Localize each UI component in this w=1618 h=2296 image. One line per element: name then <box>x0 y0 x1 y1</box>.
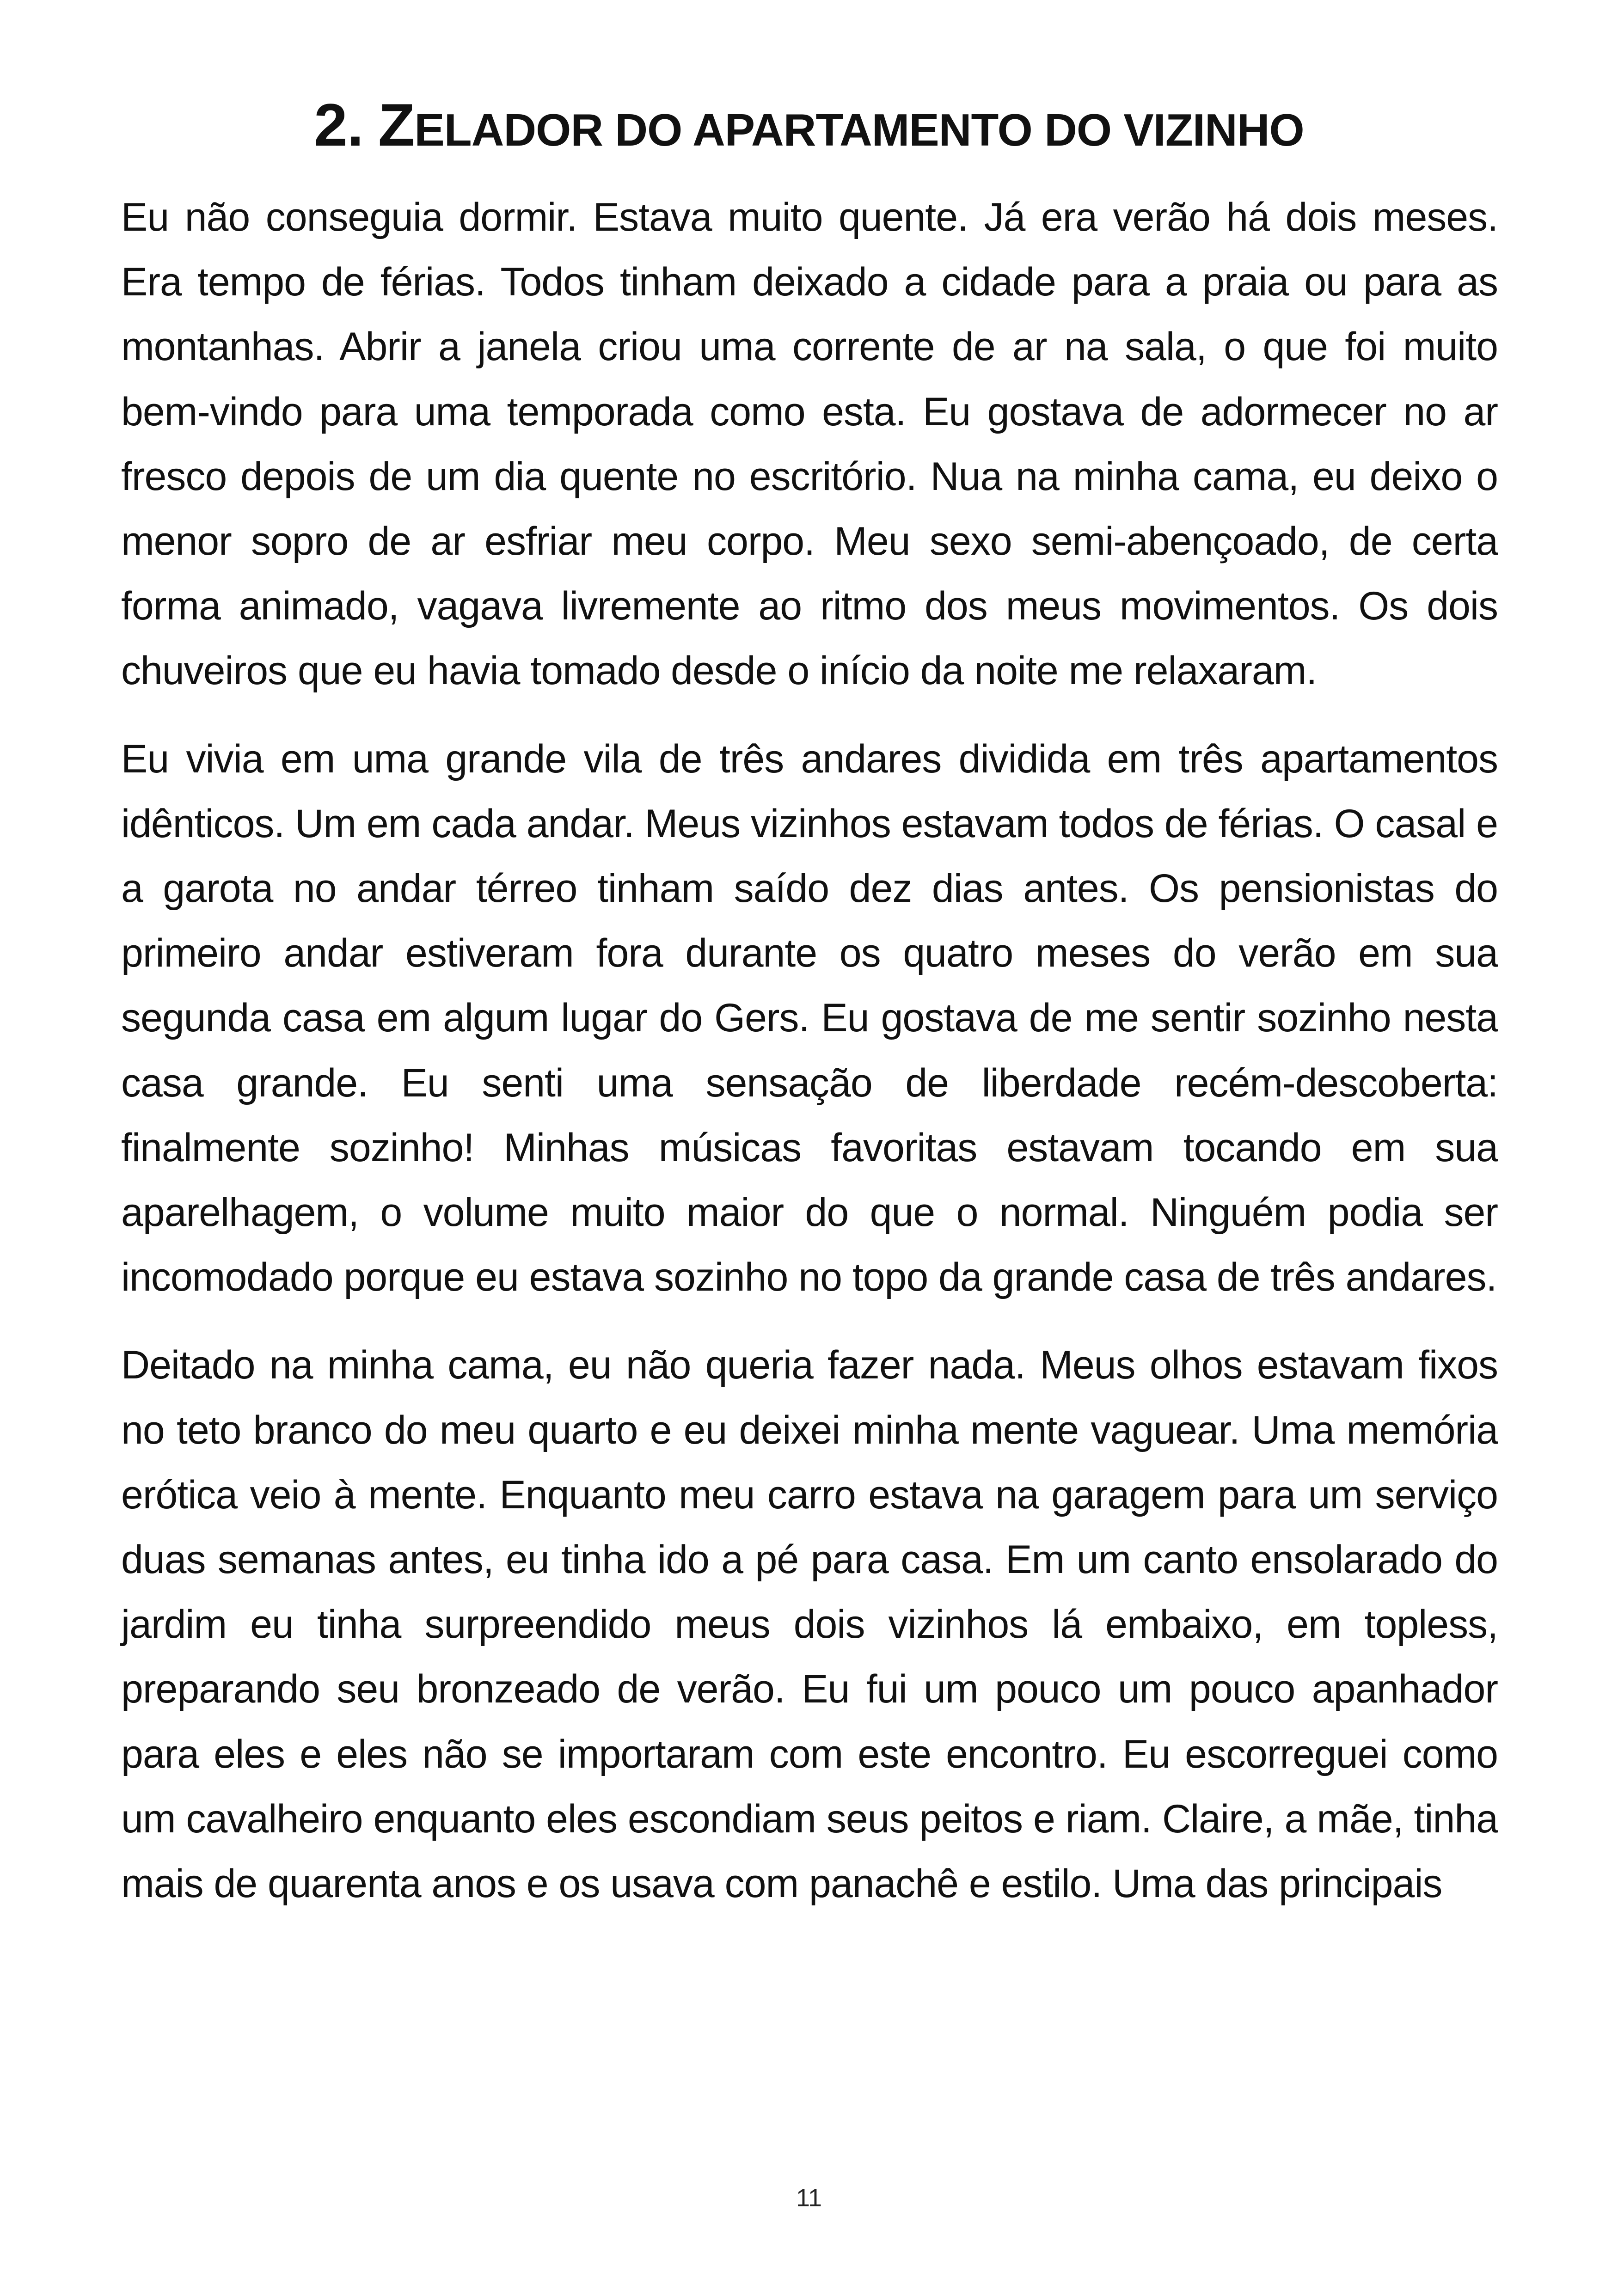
paragraph-1: Eu não conseguia dormir. Estava muito quente. Já era verão há dois meses. Era tempo de férias. Todos tinham deixado a cidade para a praia ou para as montanhas. Abrir a janela criou uma corrente de ar na sala, o que foi muito bem-vindo para uma temporada como esta. Eu gostava de adormecer no ar fresco depois de um dia quente no escritório. Nua na minha cama, eu deixo o menor sopro de ar esfriar meu corpo. Meu sexo semi-abençoado, de certa forma animado, vagava livremente ao ritmo dos meus movimentos. Os dois chuveiros que eu havia tomado desde o início da noite me relaxaram. <box>121 195 1498 693</box>
chapter-body <box>121 185 1498 1939</box>
paragraph-3: Deitado na minha cama, eu não queria fazer nada. Meus olhos estavam fixos no teto branco do meu quarto e eu deixei minha mente vaguear. Uma memória erótica veio à mente. Enquanto meu carro estava na garagem para um serviço duas semanas antes, eu tinha ido a pé para casa. Em um canto ensolarado do jardim eu tinha surpreendido meus dois vizinhos lá embaixo, em topless, preparando seu bronzeado de verão. Eu fui um pouco um pouco apanhador para eles e eles não se importaram com este encontro. Eu escorreguei como um cavalheiro enquanto eles escondiam seus peitos e riam. Claire, a mãe, tinha mais de quarenta anos e os usava com panachê e estilo. Uma das principais <box>121 1343 1498 1906</box>
chapter-title-initial: Z <box>378 91 415 159</box>
paragraph-2: Eu vivia em uma grande vila de três andares dividida em três apartamentos idênticos. Um em cada andar. Meus vizinhos estavam todos de férias. O casal e a garota no andar térreo tinham saído dez dias antes. Os pensionistas do primeiro andar estiveram fora durante os quatro meses do verão em sua segunda casa em algum lugar do Gers. Eu gostava de me sentir sozinho nesta casa grande. Eu senti uma sensação de liberdade recém-descoberta: finalmente sozinho! Minhas músicas favoritas estavam tocando em sua aparelhagem, o volume muito maior do que o normal. Ninguém podia ser incomodado porque eu estava sozinho no topo da grande casa de três andares. <box>121 736 1498 1300</box>
chapter-title-rest: ELADOR DO APARTAMENTO DO VIZINHO <box>414 104 1304 155</box>
chapter-title <box>0 88 1618 167</box>
page-number: 11 <box>796 2184 822 2212</box>
chapter-number: 2. <box>314 91 363 159</box>
